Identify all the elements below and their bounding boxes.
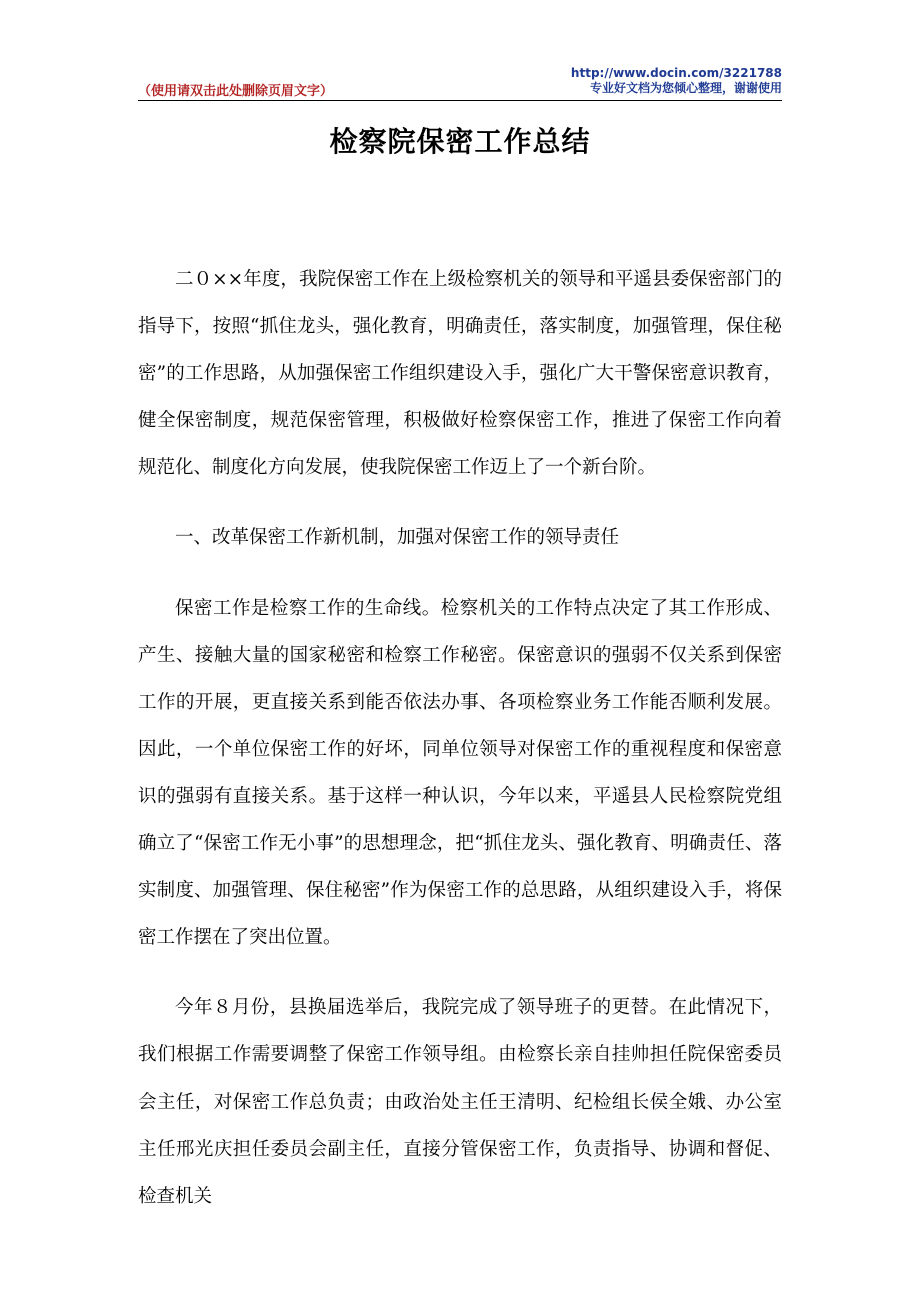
section-heading: 一、改革保密工作新机制，加强对保密工作的领导责任	[175, 527, 620, 549]
intro-paragraph: 二０××年度，我院保密工作在上级检察机关的领导和平遥县委保密部门的指导下，按照“抓住龙头，强化教育，明确责任，落实制度，加强管理，保住秘密”的工作思路，从加强保密工作组织建设入手，强化广大干警保密意识教育，健全保密制度，规范保密管理，积极做好检察保密工作，推进了保密工作向着规范化、制度化方向发展，使我院保密工作迈上了一个新台阶。	[138, 269, 782, 479]
header-delete-note: （使用请双击此处删除页眉文字）	[138, 84, 334, 99]
header-right-block	[571, 66, 782, 96]
document-body	[138, 256, 782, 1243]
header-slogan: 专业好文档为您倾心整理，谢谢使用	[589, 81, 782, 95]
body-paragraph: 保密工作是检察工作的生命线。检察机关的工作特点决定了其工作形成、产生、接触大量的国家秘密和检察工作秘密。保密意识的强弱不仅关系到保密工作的开展，更直接关系到能否依法办事、各项检察业务工作能否顺利发展。因此，一个单位保密工作的好坏，同单位领导对保密工作的重视程度和保密意识的强弱有直接关系。基于这样一种认识，今年以来，平遥县人民检察院党组确立了“保密工作无小事”的思想理念，把“抓住龙头、强化教育、明确责任、落实制度、加强管理、保住秘密”作为保密工作的总思路，从组织建设入手，将保密工作摆在了突出位置。	[138, 597, 782, 949]
header-url-link[interactable]: http://www.docin.com/3221788	[570, 66, 782, 80]
document-title: 检察院保密工作总结	[329, 125, 591, 158]
header-divider	[138, 100, 782, 101]
body-paragraph: 今年８月份，县换届选举后，我院完成了领导班子的更替。在此情况下，我们根据工作需要调整了保密工作领导组。由检察长亲自挂帅担任院保密委员会主任，对保密工作总负责；由政治处主任王清明、纪检组长侯全娥、办公室主任邢光庆担任委员会副主任，直接分管保密工作，负责指导、协调和督促、检查机关	[138, 997, 782, 1207]
